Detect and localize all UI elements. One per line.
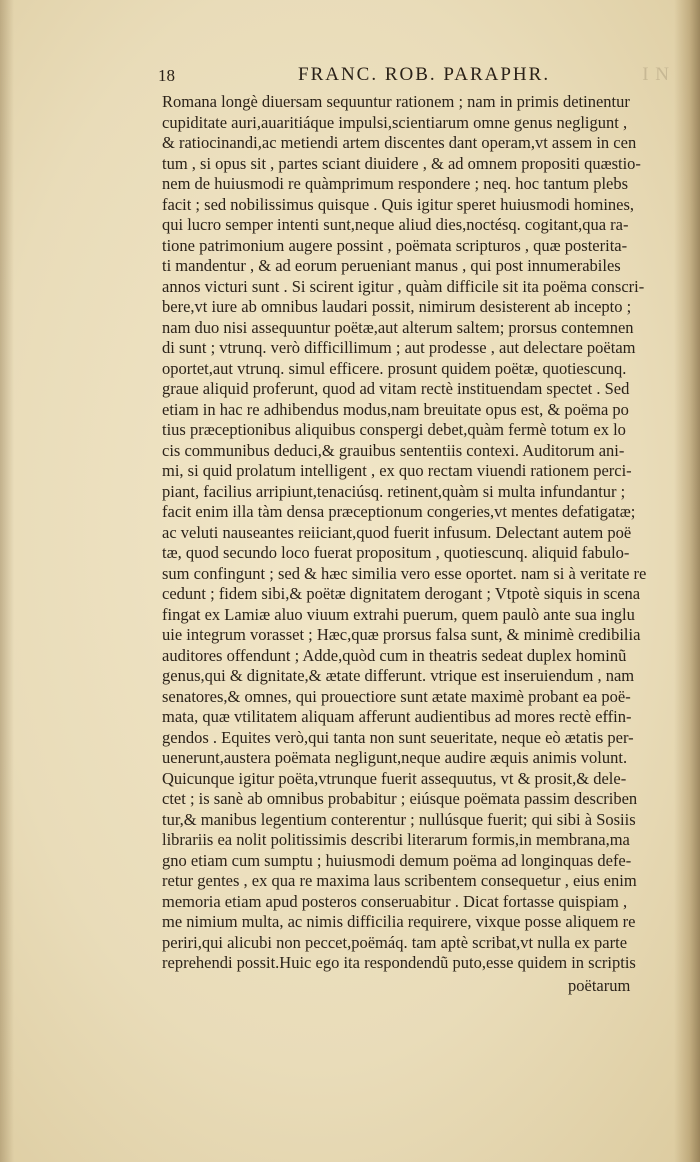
text-line: cupiditate auri,auaritiáque impulsi,scientiarum omne genus negligunt ,: [162, 112, 628, 132]
running-head: FRANC. ROB. PARAPHR.: [298, 64, 551, 85]
text-line: ac veluti nauseantes reiiciant,quod fuerit infusum. Delectant autem poë: [162, 522, 632, 542]
text-line: etiam in hac re adhibendus modus,nam breuitate opus est, & poëma po: [162, 399, 629, 419]
text-line: graue aliquid proferunt, quod ad vitam rectè instituendam spectet . Sed: [162, 379, 630, 398]
text-line: facit ; sed nobilissimus quisque . Quis igitur speret huiusmodi homines,: [162, 194, 635, 214]
text-line: gno etiam cum sumptu ; huiusmodi demum poëma ad longinquas defe-: [162, 850, 632, 870]
text-line: ti mandentur , & ad eorum perueniant manus , qui post innumerabiles: [162, 256, 621, 275]
text-line: nam duo nisi assequuntur poëtæ,aut alterum saltem; prorsus contemnen: [162, 317, 634, 337]
running-head-bleed: I N: [642, 64, 670, 85]
body-text: [162, 92, 652, 974]
text-line: mata, quæ vtilitatem aliquam afferunt audientibus ad mores rectè effin-: [162, 707, 632, 726]
page-header: [158, 64, 670, 90]
text-line: Quicunque igitur poëta,vtrunque fuerit assequutus, vt & prosit,& dele-: [162, 768, 627, 788]
page-edge-shadow: [674, 0, 700, 1162]
text-line: tum , si opus sit , partes sciant diuidere , & ad omnem propositi quæstio-: [162, 153, 641, 173]
text-line: bere,vt iure ab omnibus laudari possit, nimirum desisterent ab incepto ;: [162, 297, 632, 316]
text-line: retur gentes , ex qua re maxima laus scribentem consequetur , eius enim: [162, 871, 637, 890]
text-line: uenerunt,austera poëmata negligunt,neque audire æquis animis volunt.: [162, 748, 628, 767]
text-line: tius præceptionibus aliquibus conspergi debet,quàm fermè totum ex lo: [162, 420, 626, 439]
text-line: facit enim illa tàm densa præceptionum congeries,vt mentes defatigatæ;: [162, 502, 636, 521]
page-number: 18: [158, 66, 175, 85]
page-gutter-shadow: [0, 0, 14, 1162]
text-line: & ratiocinandi,ac metiendi artem discentes dant operam,vt assem in cen: [162, 133, 637, 152]
text-line: mi, si quid prolatum intelligent , ex quo rectam viuendi rationem perci-: [162, 461, 632, 480]
text-line: senatores,& omnes, qui prouectiore sunt ætate maximè probant ea poë-: [162, 686, 631, 706]
text-line: tione patrimonium augere possint , poëmata scripturos , quæ posterita-: [162, 235, 628, 255]
text-line: auditores offendunt ; Adde,quòd cum in theatris sedeat duplex hominũ: [162, 645, 627, 665]
text-line: librariis ea nolit politissimis describi literarum formis,in membrana,ma: [162, 830, 630, 849]
text-line: cedunt ; fidem sibi,& poëtæ dignitatem derogant ; Vtpotè siquis in scena: [162, 584, 641, 603]
text-line: me nimium multa, ac nimis difficilia requirere, vixque posse aliquem re: [162, 912, 636, 931]
text-line: fingat ex Lamiæ aluo viuum extrahi puerum, quem paulò ante sua inglu: [162, 604, 635, 624]
text-line: annos victuri sunt . Si scirent igitur , quàm difficile sit ita poëma conscri-: [162, 276, 645, 296]
text-line: qui lucro semper intenti sunt,neque aliud dies,noctésq. cogitant,qua ra-: [162, 215, 629, 234]
text-line: di sunt ; vtrunq. verò difficillimum ; aut prodesse , aut delectare poëtam: [162, 338, 636, 357]
text-line: ctet ; is sanè ab omnibus probabitur ; eiúsque poëmata passim describen: [162, 789, 638, 808]
text-line: oportet,aut vtrunq. simul efficere. prosunt quidem poëtæ, quotiescunq.: [162, 358, 627, 378]
text-line: nem de huiusmodi re quàmprimum respondere ; neq. hoc tantum plebs: [162, 174, 629, 193]
text-line: Romana longè diuersam sequuntur rationem ; nam in primis detinentur: [162, 92, 630, 111]
text-line: sum confingunt ; sed & hæc similia vero esse oportet. nam si à veritate re: [162, 563, 647, 583]
text-line: tur,& manibus legentium conterentur ; nullúsque fuerit; qui sibi à Sosiis: [162, 809, 636, 829]
catchword: poëtarum: [568, 976, 631, 995]
text-line: gendos . Equites verò,qui tanta non sunt seueritate, neque eò ætatis per-: [162, 727, 634, 747]
text-line: periri,qui alicubi non peccet,poëmáq. tam aptè scribat,vt nulla ex parte: [162, 932, 628, 952]
text-line: piant, facilius arripiunt,tenaciúsq. retinent,quàm si multa infundantur ;: [162, 481, 626, 501]
text-line: genus,qui & dignitate,& ætate differunt. vtrique est inseruiendum , nam: [162, 666, 635, 685]
text-line: uie integrum vorasset ; Hæc,quæ prorsus falsa sunt, & minimè credibilia: [162, 625, 641, 644]
text-line: tæ, quod secundo loco fuerat propositum , quotiescunq. aliquid fabulo-: [162, 543, 630, 562]
text-line: reprehendi possit.Huic ego ita respondendũ puto,esse quidem in scriptis: [162, 953, 636, 972]
text-line: memoria etiam apud posteros conseruabitur . Dicat fortasse quispiam ,: [162, 891, 628, 911]
text-line: cis communibus deduci,& grauibus sententiis contexi. Auditorum ani-: [162, 440, 625, 460]
